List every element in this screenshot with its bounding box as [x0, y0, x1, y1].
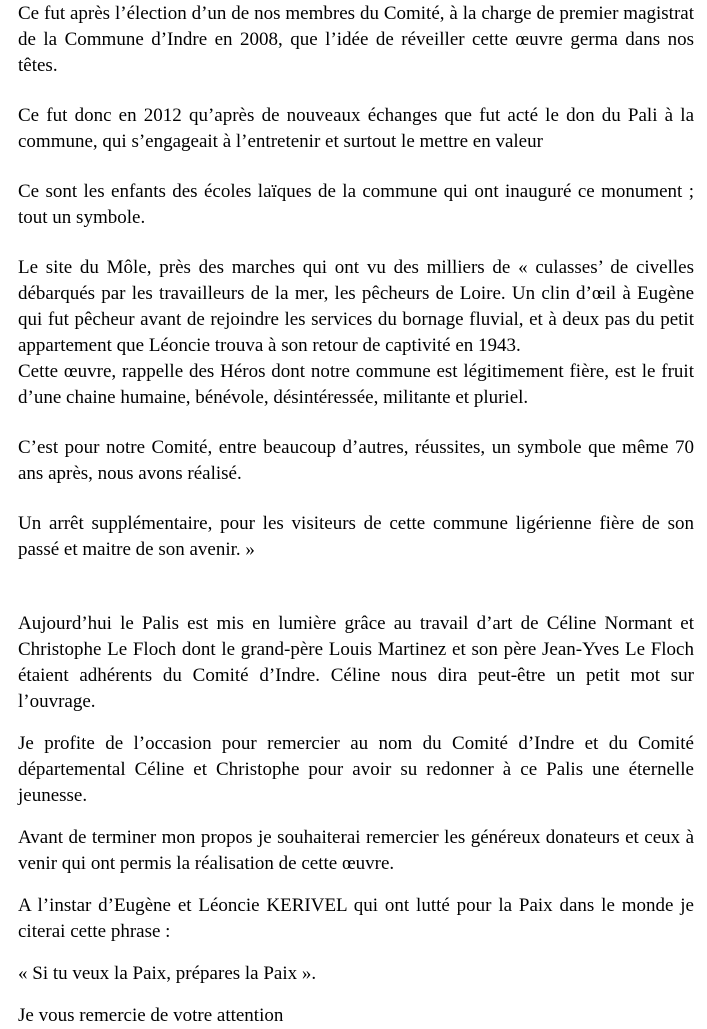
paragraph-don-pali: Ce fut donc en 2012 qu’après de nouveaux échanges que fut acté le don du Pali à la commune, qui s’engageait à l’entretenir et surtout le mettre en valeur [18, 105, 694, 152]
paragraph-arret-supplementaire: Un arrêt supplémentaire, pour les visiteurs de cette commune ligérienne fière de son passé et maitre de son avenir. » [18, 513, 694, 560]
paragraph-palis-lumiere: Aujourd’hui le Palis est mis en lumière grâce au travail d’art de Céline Normant et Christophe Le Floch dont le grand-père Louis Martinez et son père Jean-Yves Le Floch étaient adhérents du Comité d’Indre. Céline nous dira peut-être un petit mot sur l’ouvrage. [18, 613, 694, 712]
paragraph-citation-paix: « Si tu veux la Paix, prépares la Paix ». [18, 963, 317, 984]
paragraph-election: Ce fut après l’élection d’un de nos membres du Comité, à la charge de premier magistrat de la Commune d’Indre en 2008, que l’idée de réveiller cette œuvre germa dans nos têtes. [18, 3, 694, 76]
paragraph-remerciement-final: Je vous remercie de votre attention [18, 1005, 284, 1026]
paragraph-donateurs: Avant de terminer mon propos je souhaiterai remercier les généreux donateurs et ceux à venir qui ont permis la réalisation de cette œuvre. [18, 827, 694, 874]
paragraph-enfants-ecoles: Ce sont les enfants des écoles laïques de la commune qui ont inauguré ce monument ; tout un symbole. [18, 181, 694, 228]
paragraph-symbole-comite: C’est pour notre Comité, entre beaucoup d’autres, réussites, un symbole que même 70 ans après, nous avons réalisé. [18, 437, 694, 484]
paragraph-remerciements-comite: Je profite de l’occasion pour remercier au nom du Comité d’Indre et du Comité départemental Céline et Christophe pour avoir su redonner à ce Palis une éternelle jeunesse. [18, 733, 694, 806]
paragraph-kerivel: A l’instar d’Eugène et Léoncie KERIVEL qui ont lutté pour la Paix dans le monde je citerai cette phrase : [18, 895, 694, 942]
paragraph-oeuvre-heros: Cette œuvre, rappelle des Héros dont notre commune est légitimement fière, est le fruit d’une chaine humaine, bénévole, désintéressée, militante et pluriel. [18, 361, 694, 408]
document-page [18, 1, 694, 1029]
paragraph-site-mole: Le site du Môle, près des marches qui ont vu des milliers de « culasses’ de civelles débarqués par les travailleurs de la mer, les pêcheurs de Loire. Un clin d’œil à Eugène qui fut pêcheur avant de rejoindre les services du bornage fluvial, et à deux pas du petit appartement que Léoncie trouva à son retour de captivité en 1943. [18, 257, 694, 356]
